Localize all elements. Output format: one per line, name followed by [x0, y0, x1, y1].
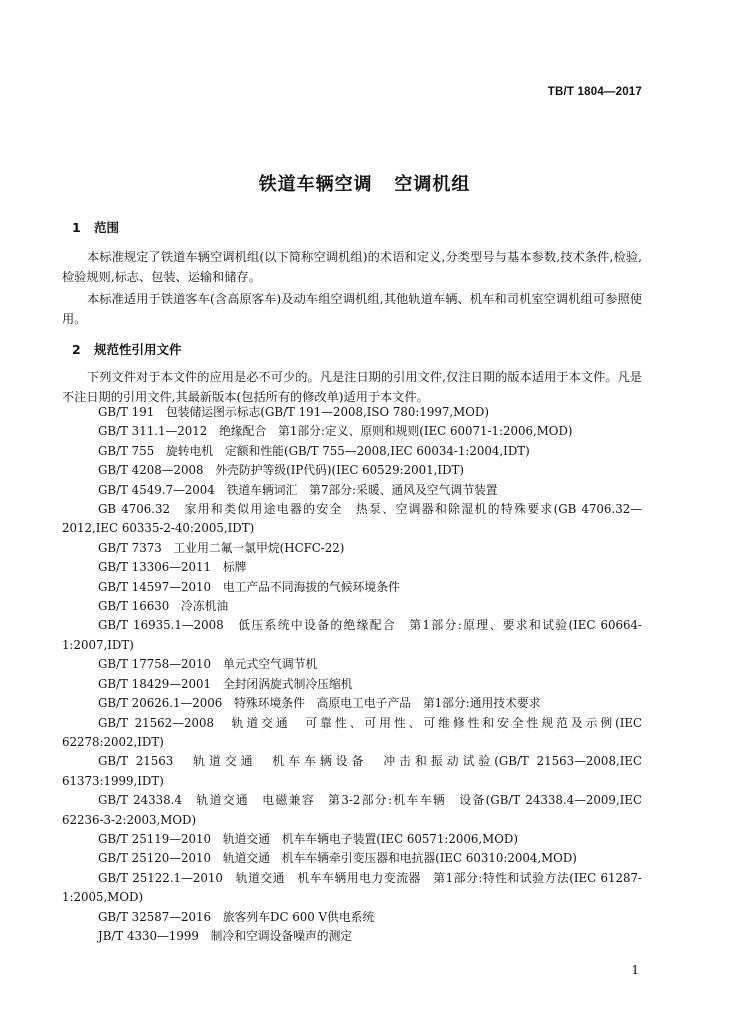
reference-item: GB/T 24338.4 轨道交通 电磁兼容 第3-2部分:机车车辆 设备(GB/T 24338.4—2009,IEC 62236-3-2:2003,MOD): [62, 793, 642, 827]
reference-item: JB/T 4330—1999 制冷和空调设备噪声的测定: [98, 928, 353, 943]
reference-item: GB/T 14597—2010 电工产品不同海拔的气候环境条件: [98, 579, 400, 594]
standard-code: TB/T 1804—2017: [547, 86, 642, 98]
section-heading-normative-references: [72, 340, 182, 358]
reference-item: GB/T 16935.1—2008 低压系统中设备的绝缘配合 第1部分:原理、要求和试验(IEC 60664-1:2007,IDT): [62, 618, 642, 652]
reference-item: GB/T 18429—2001 全封闭涡旋式制冷压缩机: [98, 676, 353, 691]
reference-item: GB/T 7373 工业用二氟一氯甲烷(HCFC-22): [98, 540, 345, 555]
scope-paragraph-2: 本标准适用于铁道客车(含高原客车)及动车组空调机组,其他轨道车辆、机车和司机室空调机组可参照使用。: [62, 292, 642, 326]
reference-item: GB/T 13306—2011 标牌: [98, 560, 247, 575]
reference-item: GB/T 755 旋转电机 定额和性能(GB/T 755—2008,IEC 60034-1:2004,IDT): [98, 443, 530, 458]
reference-item: GB/T 25120—2010 轨道交通 机车车辆牵引变压器和电抗器(IEC 60310:2004,MOD): [98, 851, 577, 866]
reference-item: GB/T 4208—2008 外壳防护等级(IP代码)(IEC 60529:2001,IDT): [98, 463, 465, 478]
section-heading-scope: [72, 218, 119, 236]
reference-item: GB/T 21563 轨道交通 机车车辆设备 冲击和振动试验(GB/T 21563—2008,IEC 61373:1999,IDT): [62, 754, 642, 788]
references-intro-paragraph: 下列文件对于本文件的应用是必不可少的。凡是注日期的引用文件,仅注日期的版本适用于本文件。凡是不注日期的引用文件,其最新版本(包括所有的修改单)适用于本文件。: [62, 370, 642, 404]
reference-item: GB/T 25119—2010 轨道交通 机车车辆电子装置(IEC 60571:2006,MOD): [98, 831, 518, 846]
reference-item: GB/T 21562—2008 轨道交通 可靠性、可用性、可维修性和安全性规范及示例(IEC 62278:2002,IDT): [62, 715, 642, 749]
reference-item: GB 4706.32 家用和类似用途电器的安全 热泵、空调器和除湿机的特殊要求(GB 4706.32—2012,IEC 60335-2-40:2005,IDT): [62, 502, 642, 536]
reference-item: GB/T 25122.1—2010 轨道交通 机车车辆用电力变流器 第1部分:特性和试验方法(IEC 61287-1:2005,MOD): [62, 870, 642, 905]
page-number: 1: [631, 963, 639, 977]
section-number: 2: [72, 342, 81, 357]
reference-item: GB/T 191 包装储运图示标志(GB/T 191—2008,ISO 780:1997,MOD): [98, 405, 489, 419]
reference-item: GB/T 17758—2010 单元式空气调节机: [98, 657, 318, 672]
scope-paragraph-1: 本标准规定了铁道车辆空调机组(以下简称空调机组)的术语和定义,分类型号与基本参数,技术条件,检验,检验规则,标志、包装、运输和储存。: [62, 250, 642, 284]
reference-item: GB/T 32587—2016 旅客列车DC 600 V供电系统: [98, 909, 375, 924]
reference-item: GB/T 311.1—2012 绝缘配合 第1部分:定义、原则和规则(IEC 60071-1:2006,MOD): [98, 424, 573, 439]
reference-list: [62, 403, 642, 946]
reference-item: GB/T 4549.7—2004 铁道车辆词汇 第7部分:采暖、通风及空气调节装置: [98, 482, 498, 497]
section-title: 范围: [94, 220, 120, 235]
section-title: 规范性引用文件: [94, 342, 182, 357]
document-title: 铁道车辆空调 空调机组: [258, 174, 471, 195]
reference-item: GB/T 20626.1—2006 特殊环境条件 高原电工电子产品 第1部分:通用技术要求: [98, 696, 541, 711]
section-number: 1: [72, 220, 81, 235]
reference-item: GB/T 16630 冷冻机油: [98, 599, 229, 614]
